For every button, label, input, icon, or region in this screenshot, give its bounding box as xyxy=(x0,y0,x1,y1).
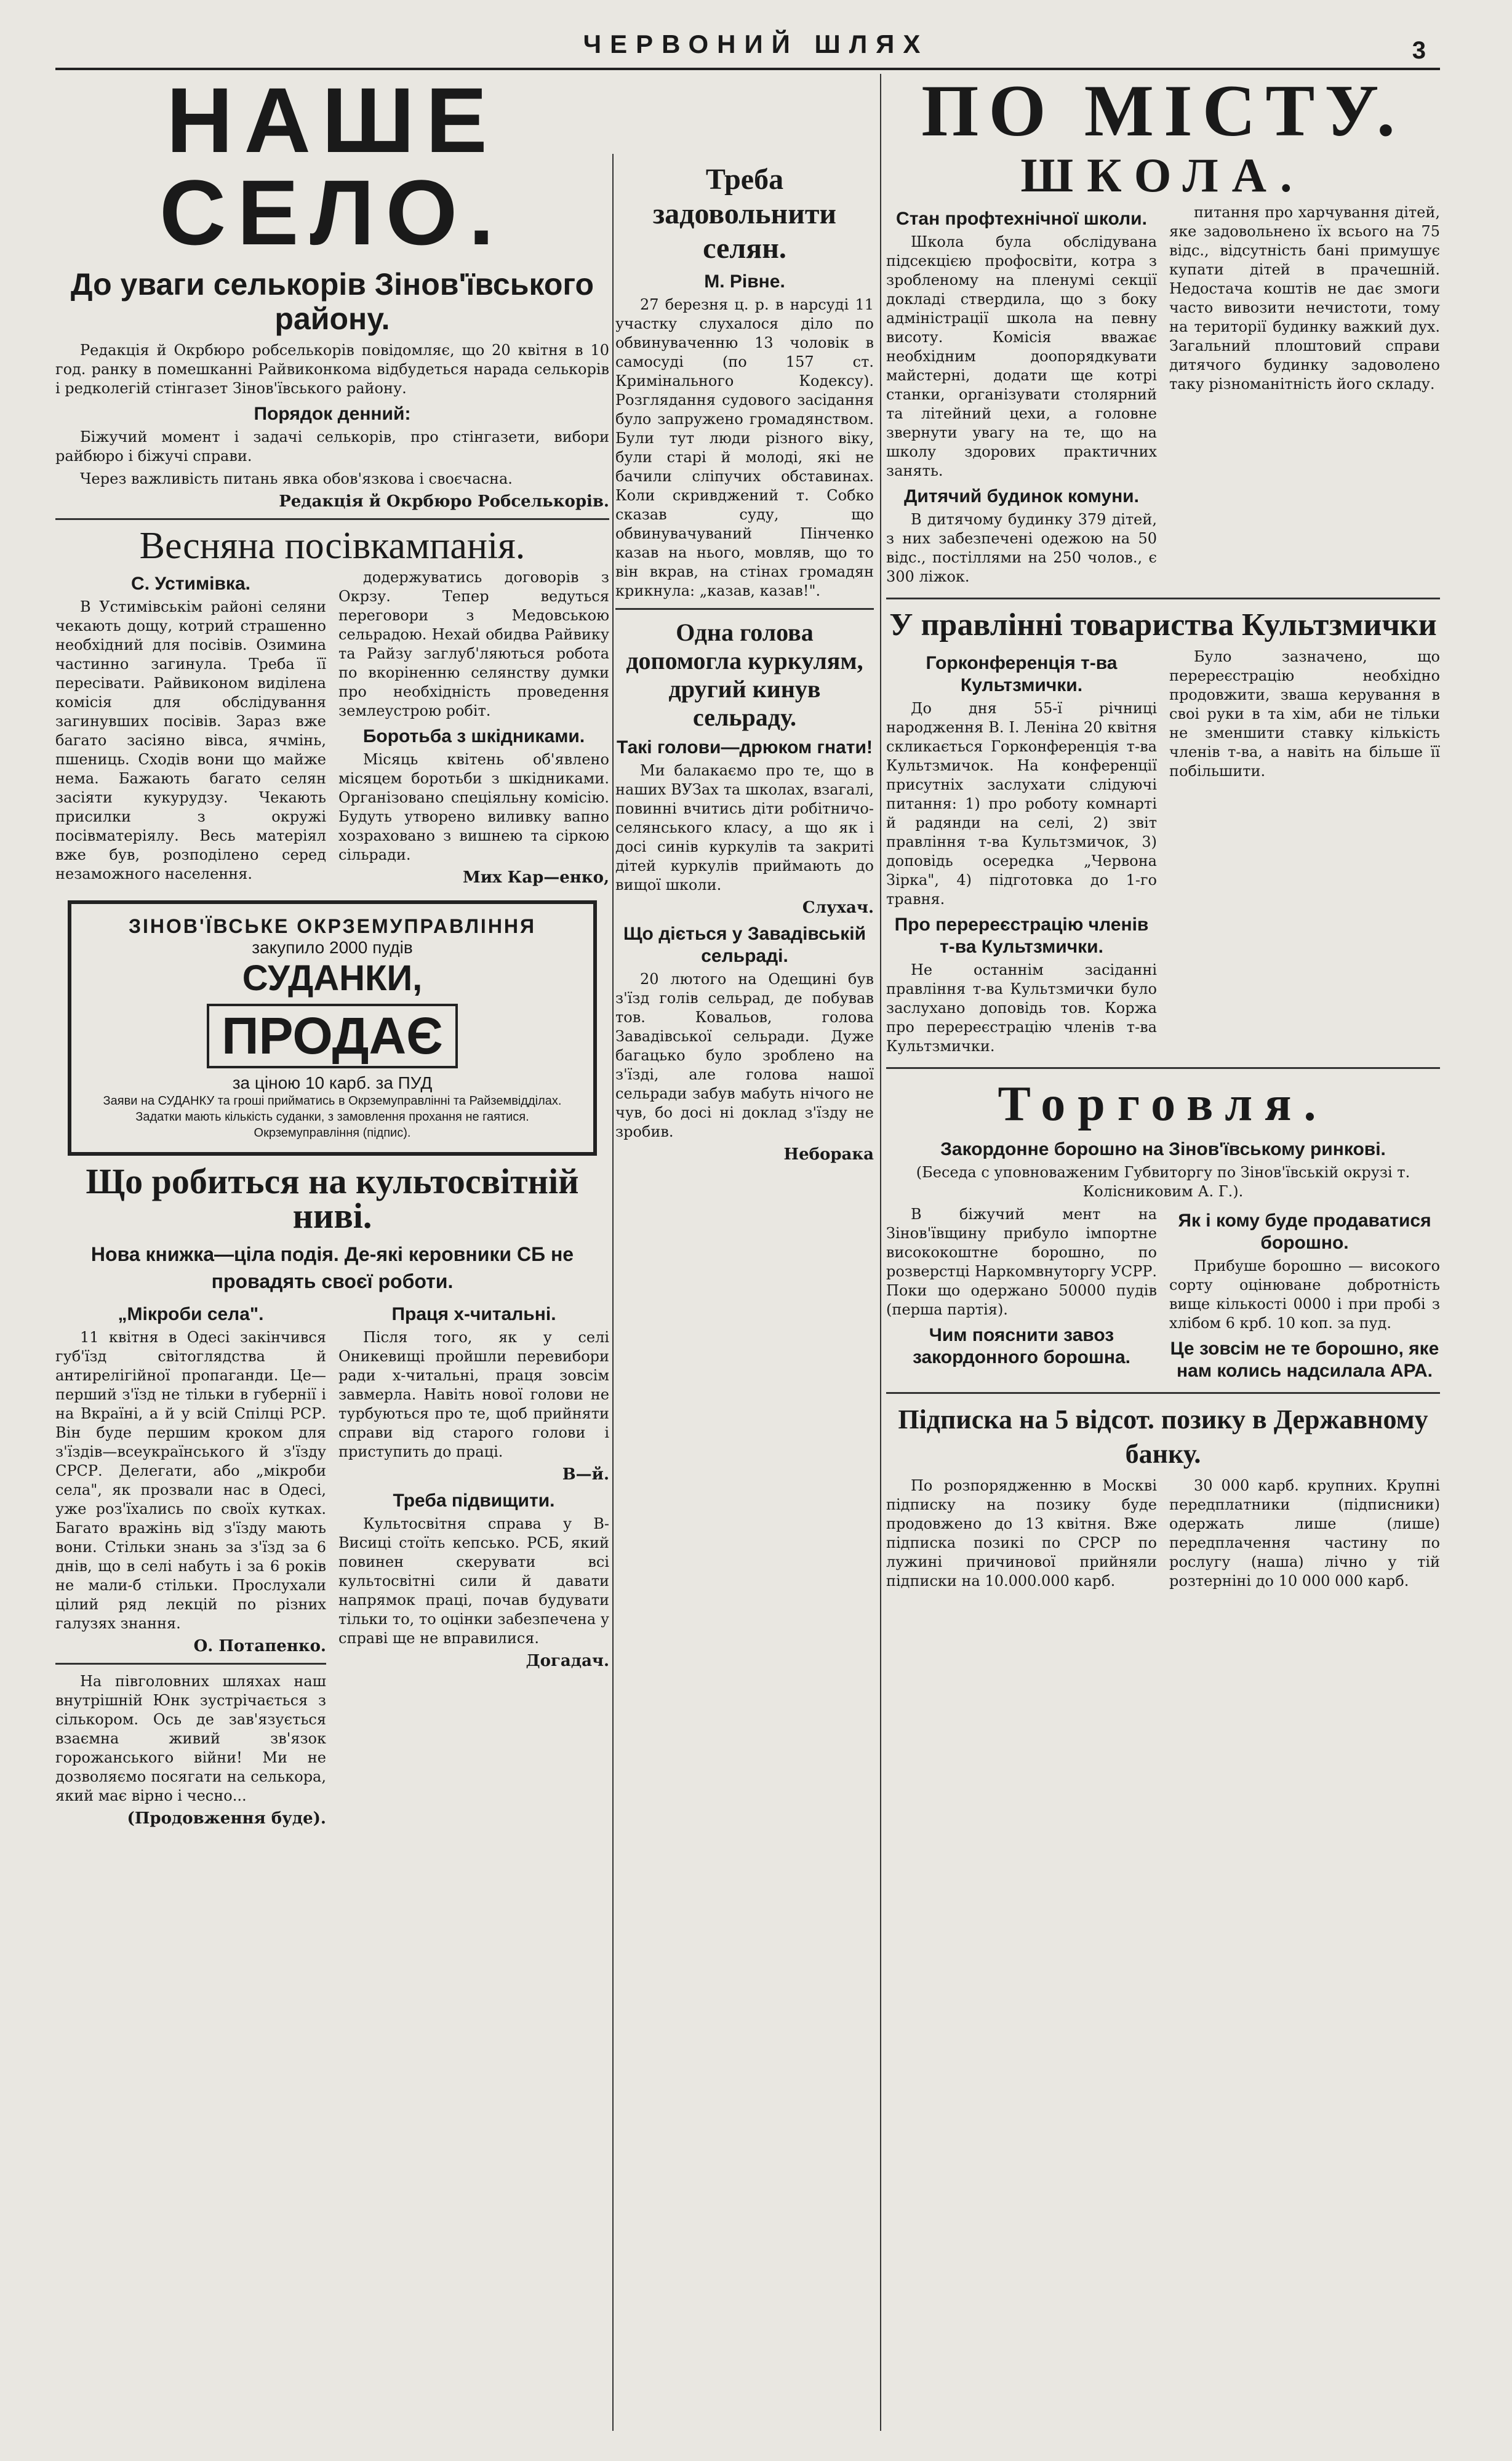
weeds-title: Боротьба з шкідниками. xyxy=(362,726,585,746)
loan-columns xyxy=(886,1476,1440,1595)
trade-text-2: Прибуше борошно — високого сорту оцінюване добротність вище кількості 0000 і при пробі з хлібом 6 крб. 10 коп. за пуд. xyxy=(1169,1257,1440,1332)
divider xyxy=(55,1663,326,1665)
culture-columns xyxy=(55,1299,609,1834)
middle-signature-2: Слухач. xyxy=(802,898,874,917)
notice-title: До уваги селькорів Зінов'ївського району. xyxy=(70,267,594,336)
section-village xyxy=(55,74,609,2431)
reading-title: Праця х-читальні. xyxy=(391,1304,556,1324)
school-columns xyxy=(886,203,1440,590)
spring-text-right: додержуватись договорів з Окрзу. Тепер ведуться переговори з Медовською сельрадою. Нехай обидва Райвику та Райзу заглуб'ляються робота по вкоріненню селянству думки про необхідність проведення землеустрою робіт. xyxy=(338,569,609,719)
agenda-signature: Редакція й Окрбюро Робселькорів. xyxy=(279,492,609,511)
help-signature: Догадач. xyxy=(526,1652,609,1670)
middle-title-2: Одна голова допомогла куркулям, другий кинув сельраду. xyxy=(626,618,863,731)
kultmichki-banner: У правлінні товариства Культзмички xyxy=(889,607,1437,642)
school-text: Школа була обслідувана підсекцією профосвіти, котра з зробленому на пленумі секції докладі ствердила, що з боку адміністрації школа на певну висоту. Комісія вважає необхідним доопорядкувати майстерні, додати ще котрі станки, організувати столярний та літейний цехи, а головне звернути увагу на те, що на школу здорових практичних занять. xyxy=(886,233,1157,479)
divider xyxy=(886,598,1440,599)
section-title-village: НАШЕ СЕЛО. xyxy=(159,74,505,264)
bottom-text: На півголовних шляхах наш внутрішній Юнк зустрічається з сількором. Ось де зав'язується взаємна живий зв'язок горожанського війни! Ми не дозволяємо посягати на селькора, який має вірно і чесно... xyxy=(55,1673,326,1804)
weeds-text: Місяць квітень об'явлено місяцем боротьби з шкідниками. Організовано спеціяльну комісію. Будуть утворено виливку вапно хозраховано з вишнею та сіркою сільради. xyxy=(338,751,609,863)
divider xyxy=(615,608,874,610)
rereg-title: Про перереєстрацію членів т-ва Культзмички. xyxy=(894,914,1149,957)
ad-org: ЗІНОВ'ЇВСЬКЕ ОКРЗЕМУПРАВЛІННЯ xyxy=(128,915,537,937)
loan-banner: Підписка на 5 відсот. позику в Державному банку. xyxy=(898,1404,1428,1469)
middle-title-3: Що діється у Завадівській сельраді. xyxy=(623,924,866,966)
reading-text: Після того, як у селі Оникевищі пройшли перевибори ради х-читальні, праця зовсім завмерла. Навіть нової голови не турбуються про те, щоб прийняти справи від старого голови і приступить до праці. xyxy=(338,1329,609,1460)
middle-text-3: 20 лютого на Одещині був з'їзд голів сельрад, де побував тов. Ковальов, голова Завадівської сельради. Дуже багацько було зроблено на з'їзді, але голова нашої сельради забув мабуть нічого не чув, бо досі ні доклад з'їзду не зробив. xyxy=(615,970,874,1140)
rereg-text: Не останнім засіданні правління т-ва Культзмички було заслухано доповідь тов. Коржа про перереєстрацію членів т-ва Культзмички. xyxy=(886,961,1157,1055)
middle-text-2: Ми балакаємо про те, що в наших ВУЗах та школах, взагалі, повинні вчитись діти робітничо-селянського класу, а що як і досі синів куркулів та закриті дітей куркулів приймають до вищої школи. xyxy=(615,762,874,894)
advertisement-box xyxy=(68,900,597,1156)
trade-question: Як і кому буде продаватися борошно. xyxy=(1178,1210,1431,1253)
continuation-note: (Продовження буде). xyxy=(127,1809,326,1828)
spring-text: В Устимівськім районі селяни чекають дощу, котрий страшенно необхідний для посівів. Озимина частинно загинула. Треба її пересівати. Райвиконом виділена комісія для обслідування загинувших посівів. Зараз вже багато засіяно вівса, ячмінь, пшениць. Сходів вони що майже нема. Бажають багато селян засіяти кукурудзу. Чекають присилки з окружі посівматеріялу. Весь матеріял вже був, розподілено серед незаможного населення. xyxy=(55,598,326,882)
middle-signature-3: Неборака xyxy=(783,1145,874,1164)
weeds-signature: Мих Кар—енко, xyxy=(462,868,609,887)
school-title: Стан профтехнічної школи. xyxy=(896,209,1147,229)
reading-signature: В—й. xyxy=(562,1465,609,1484)
conf-columns xyxy=(886,647,1440,1060)
trade-text: В біжучий мент на Зінов'ївщину прибуло імпортне висококоштне борошно, по розверстці Наркомвнуторгу УСРР. Поки що одержано 50000 пудів (перша партія). xyxy=(886,1206,1157,1318)
conf-text: До дня 55-ї річниці народження В. І. Леніна 20 квітня скликається Горконференція т-ва Культзмичок. На конференції присутніх заслухати слідуючі питання: 1) про роботу комнарті й радянди на селі, 2) звіт правління т-ва Культзмичок, 3) доповідь осередка „Червона Зірка", 4) підготовка до 1-го травня. xyxy=(886,700,1157,908)
divider xyxy=(886,1067,1440,1069)
ad-bought: закупило 2000 пудів xyxy=(252,938,413,957)
trade-subtitle: Закордонне борошно на Зінов'ївському ринкові. xyxy=(940,1139,1386,1159)
column-divider xyxy=(880,74,881,2431)
microbes-signature: О. Потапенко. xyxy=(193,1637,326,1655)
spring-title: Весняна посівкампанія. xyxy=(139,525,526,567)
middle-place: М. Рівне. xyxy=(704,271,785,292)
divider xyxy=(886,1392,1440,1394)
ad-signature: Окрземуправління (підпис). xyxy=(254,1126,411,1140)
ad-price: за ціною 10 карб. за ПУД xyxy=(232,1073,433,1092)
spring-place: С. Устимівка. xyxy=(131,574,250,594)
loan-text-right: 30 000 карб. крупних. Крупні передплатники (підписники) одержать лише (лише) передплачення частину по рослугу (наша) лічно у тій розтерніні до 10 000 000 карб. xyxy=(1169,1477,1440,1590)
ad-details: Заяви на СУДАНКУ та гроші прийматись в Окрземуправлінні та Райземвідділах. Задатки мають кількість суданки, з замовлення прохання не гаятися. xyxy=(103,1094,562,1124)
trade-question-2: Це зовсім не те борошно, яке нам колись надсилала АРА. xyxy=(1170,1339,1439,1381)
agenda-text: Біжучий момент і задачі селькорів, про стінгазети, вибори райбюро і біжучі справи. xyxy=(55,428,609,465)
trade-columns xyxy=(886,1205,1440,1385)
microbes-title: „Мікроби села". xyxy=(118,1304,264,1324)
culture-subtitle: Нова книжка—ціла подія. Де-які керовники СБ не провадять своєї роботи. xyxy=(90,1243,574,1292)
trade-title: Торговля. xyxy=(998,1077,1329,1131)
help-title: Треба підвищити. xyxy=(393,1491,555,1511)
column-middle xyxy=(615,154,874,2431)
childhome-text: В дитячому будинку 379 дітей, з них забезпечені одежою на 50 відс., постіллями на 250 чолов., є 300 ліжок. xyxy=(886,511,1157,585)
childhome-title: Дитячий будинок комуни. xyxy=(904,486,1139,506)
ad-sells: ПРОДАЄ xyxy=(207,1004,458,1068)
column-divider xyxy=(612,154,614,2431)
notice-text: Редакція й Окрбюро робселькорів повідомляє, що 20 квітня в 10 год. ранку в помешканні Райвиконкома відбудеться нарада селькорів і редколегій стінгазет Зінов'ївського району. xyxy=(55,342,609,397)
section-title-city: ПО МІСТУ. xyxy=(921,74,1405,151)
why-title: Чим пояснити завоз закордонного борошна. xyxy=(912,1325,1131,1367)
middle-text: 27 березня ц. р. в нарсуді 11 участку слухалося діло по обвинуваченню 13 чоловік в самосуді (по 157 ст. Кримінального Кодексу). Розглядання судового засідання було запружено громадянством. Були тут люди різного віку, були старі й молоді, які не бачили сліпучих обставинах. Коли скривджений т. Собко сказав суду, що обвинувачуваний Пінченко казав на нього, мовляв, що то він вкрав, на стінах громадян крикнула: „казав, казав!". xyxy=(615,296,874,599)
divider xyxy=(55,518,609,520)
spring-columns xyxy=(55,568,609,893)
trade-subtitle-2: (Беседа с уповноваженим Губвиторгу по Зінов'ївській окрузі т. Колісниковим А. Г.). xyxy=(916,1164,1410,1200)
microbes-text: 11 квітня в Одесі закінчився губ'їзд світоглядства й антирелігійної пропаганди. Це—перший з'їзд не тільки в губернії і на Вкраїні, а й у всій Спілці РСР. Він буде першим кроком для з'їздів—всеукраїнського й з'їзду СРСР. Делегати, або „мікроби села", як прозвали нас в Одесі, уже роз'їхались по своїх кутках. Багато вражінь від з'їзду мають вони. Стільки знань за з'їзд за 6 днів, що в селі набуть і за 6 років не мали-б стільки. Прослухали цілий ряд лекцій по різних галузях знання. xyxy=(55,1329,326,1632)
loan-text: По розпорядженню в Москві підписку на позику буде продовжено до 13 квітня. Вже підписка позикі по СРСР по лужині причинової прийняли підписки на 10.000.000 карб. xyxy=(886,1477,1157,1590)
section-subtitle-school: ШКОЛА. xyxy=(1020,148,1306,202)
conf-title: Горконференція т-ва Культзмички. xyxy=(926,653,1118,695)
ad-product: СУДАНКИ, xyxy=(242,958,423,998)
middle-subtitle-2: Такі голови—дрюком гнати! xyxy=(617,737,873,758)
newspaper-masthead: ЧЕРВОНИЙ ШЛЯХ xyxy=(583,30,929,58)
middle-title: Треба задовольнити селян. xyxy=(652,163,837,265)
school-text-right: питання про харчування дітей, яке задовольнено їх всього на 75 відс., відсутність бані примушує купати дітей в прачешній. Недостача коштів не дає змоги часто вивозити нечистоти, тому на території будинку важкий дух. Загальний плоштовий справи дитячого будинку задоволено таку різноманітність його складу. xyxy=(1169,204,1440,393)
help-text: Культосвітня справа у В-Висиці стоїть кепсько. РСБ, який повинен скерувати всі культосвітні сили й давати напрямок праці, почав будувати тільки то, то оцінки забезпечена у справі ще не вправилися. xyxy=(338,1515,609,1647)
page-number: 3 xyxy=(1412,37,1426,64)
agenda-title: Порядок денний: xyxy=(254,404,411,424)
culture-title: Що робиться на культосвітній ниві. xyxy=(86,1161,579,1236)
conf-text-right: Було зазначено, що перереєстрацію необхідно продовжити, зваша керування в своі руки в та хім, аби не тільки не зменшити ставку кількість членів т-ва, а навіть на більше її побільшити. xyxy=(1169,648,1440,780)
top-rule xyxy=(55,68,1440,70)
section-city xyxy=(886,74,1440,2431)
agenda-note: Через важливість питань явка обов'язкова і своєчасна. xyxy=(80,470,513,487)
